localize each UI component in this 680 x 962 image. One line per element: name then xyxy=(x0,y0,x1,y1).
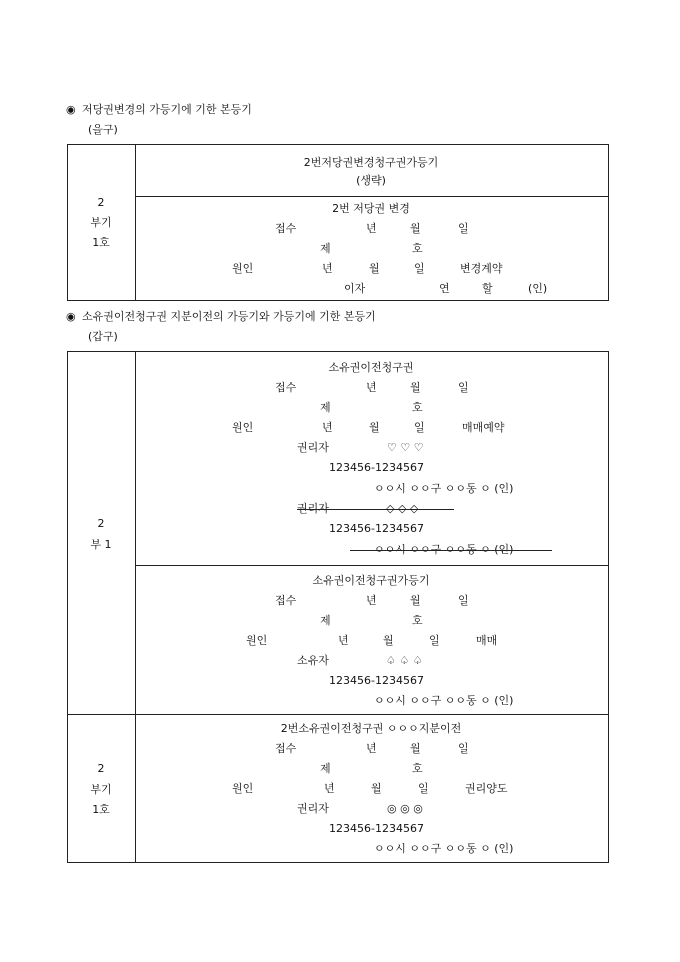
cellA-title: 소유권이전청구권 xyxy=(328,361,414,374)
cell1-line1: 2번저당권변경청구권가등기 xyxy=(303,156,439,169)
cellA-holder2-label: 권리자 xyxy=(297,502,329,515)
cellC-cause-month: 월 xyxy=(371,782,382,795)
section1-label-no: 1호 xyxy=(92,236,110,249)
row1-label-kind: 부 1 xyxy=(90,538,112,551)
cellA-address2: ㅇㅇ시 ㅇㅇ구 ㅇㅇ동 ㅇ (인) xyxy=(374,543,514,556)
cellC-number-label: 제 xyxy=(320,762,331,775)
section1-label-kind: 부기 xyxy=(90,216,112,229)
cellC-receipt-day: 일 xyxy=(458,742,469,755)
cell2-receipt-year: 년 xyxy=(366,222,377,235)
cell2-title: 2번 저당권 변경 xyxy=(332,202,410,215)
cellB-address: ㅇㅇ시 ㅇㅇ구 ㅇㅇ동 ㅇ (인) xyxy=(374,694,514,707)
cellB-holder-label: 소유자 xyxy=(297,654,329,667)
cellC-receipt-month: 월 xyxy=(410,742,421,755)
cellA-receipt-month: 월 xyxy=(410,381,421,394)
section1-label-num: 2 xyxy=(97,196,105,209)
cell2-receipt-label: 접수 xyxy=(275,222,297,235)
section1-row-divider xyxy=(135,196,609,197)
cellB-number-suffix: 호 xyxy=(412,614,423,627)
cellB-receipt-label: 접수 xyxy=(275,594,297,607)
cellA-cause-reason: 매매예약 xyxy=(462,421,505,434)
section1-bullet: ◉ xyxy=(66,103,76,116)
cellB-id: 123456-1234567 xyxy=(329,674,424,687)
section1-col-divider xyxy=(135,144,136,301)
section1-part: (을구) xyxy=(88,123,118,136)
cellC-holder-marks: ◎ ◎ ◎ xyxy=(387,802,423,815)
cellA-cause-month: 월 xyxy=(369,421,380,434)
cellA-holder2-marks: ◇ ◇ ◇ xyxy=(386,502,419,515)
cellB-cause-day: 일 xyxy=(429,634,440,647)
section2-col-divider xyxy=(135,351,136,863)
cellB-receipt-year: 년 xyxy=(366,594,377,607)
cell2-receipt-month: 월 xyxy=(410,222,421,235)
cellB-receipt-day: 일 xyxy=(458,594,469,607)
cellC-cause-day: 일 xyxy=(418,782,429,795)
cellB-cause-year: 년 xyxy=(338,634,349,647)
section1-title: 저당권변경의 가등기에 기한 본등기 xyxy=(82,103,252,116)
cell2-cause-label: 원인 xyxy=(232,262,254,275)
cellA-number-label: 제 xyxy=(320,401,331,414)
cellA-cause-label: 원인 xyxy=(232,421,254,434)
cellC-cause-year: 년 xyxy=(324,782,335,795)
cell1-line2: (생략) xyxy=(356,174,386,187)
cell2-cause-month: 월 xyxy=(369,262,380,275)
cellB-number-label: 제 xyxy=(320,614,331,627)
cellA-holder-marks: ♡ ♡ ♡ xyxy=(387,441,424,454)
row2-label-no: 1호 xyxy=(92,803,110,816)
cellA-receipt-label: 접수 xyxy=(275,381,297,394)
cellC-receipt-year: 년 xyxy=(366,742,377,755)
cellA-id: 123456-1234567 xyxy=(329,461,424,474)
cellC-number-suffix: 호 xyxy=(412,762,423,775)
cell2-receipt-day: 일 xyxy=(458,222,469,235)
cell2-interest-rate: 할 xyxy=(482,282,493,295)
cellB-cause-reason: 매매 xyxy=(476,634,498,647)
row1-label-num: 2 xyxy=(97,517,105,530)
cellB-holder-marks: ♤ ♤ ♤ xyxy=(386,654,423,667)
cellC-address: ㅇㅇ시 ㅇㅇ구 ㅇㅇ동 ㅇ (인) xyxy=(374,842,514,855)
section2-part: (갑구) xyxy=(88,330,118,343)
section2-bullet: ◉ xyxy=(66,310,76,323)
cellC-id: 123456-1234567 xyxy=(329,822,424,835)
cellA-id2: 123456-1234567 xyxy=(329,522,424,535)
cell2-cause-year: 년 xyxy=(322,262,333,275)
cellB-cause-label: 원인 xyxy=(246,634,268,647)
row2-label-kind: 부기 xyxy=(90,783,112,796)
cell2-cause-reason: 변경계약 xyxy=(460,262,503,275)
cell2-interest-label: 이자 xyxy=(344,282,366,295)
cell2-number-label: 제 xyxy=(320,242,331,255)
cellA-holder-label: 권리자 xyxy=(297,441,329,454)
cellA-address: ㅇㅇ시 ㅇㅇ구 ㅇㅇ동 ㅇ (인) xyxy=(374,482,514,495)
cellC-cause-reason: 권리양도 xyxy=(465,782,508,795)
cellB-title: 소유권이전청구권가등기 xyxy=(312,574,430,587)
cellA-address2-strike xyxy=(350,550,552,551)
cellA-holder2-strike xyxy=(297,509,454,510)
cellA-cause-year: 년 xyxy=(322,421,333,434)
section2-row-divider xyxy=(67,714,609,715)
cellA-number-suffix: 호 xyxy=(412,401,423,414)
row2-label-num: 2 xyxy=(97,762,105,775)
cellA-cause-day: 일 xyxy=(414,421,425,434)
cell2-number-suffix: 호 xyxy=(412,242,423,255)
cellA-receipt-day: 일 xyxy=(458,381,469,394)
cell2-interest-seal: (인) xyxy=(528,282,548,295)
cellC-holder-label: 권리자 xyxy=(297,802,329,815)
cellC-title: 2번소유권이전청구권 ㅇㅇㅇ지분이전 xyxy=(280,722,462,735)
cellC-receipt-label: 접수 xyxy=(275,742,297,755)
cellA-receipt-year: 년 xyxy=(366,381,377,394)
section2-table xyxy=(67,351,609,863)
cellC-cause-label: 원인 xyxy=(232,782,254,795)
cellB-receipt-month: 월 xyxy=(410,594,421,607)
section2-inner-divider xyxy=(135,565,609,566)
cell2-cause-day: 일 xyxy=(414,262,425,275)
cellB-cause-month: 월 xyxy=(383,634,394,647)
cell2-interest-year: 연 xyxy=(439,282,450,295)
section2-title: 소유권이전청구권 지분이전의 가등기와 가등기에 기한 본등기 xyxy=(82,310,376,323)
